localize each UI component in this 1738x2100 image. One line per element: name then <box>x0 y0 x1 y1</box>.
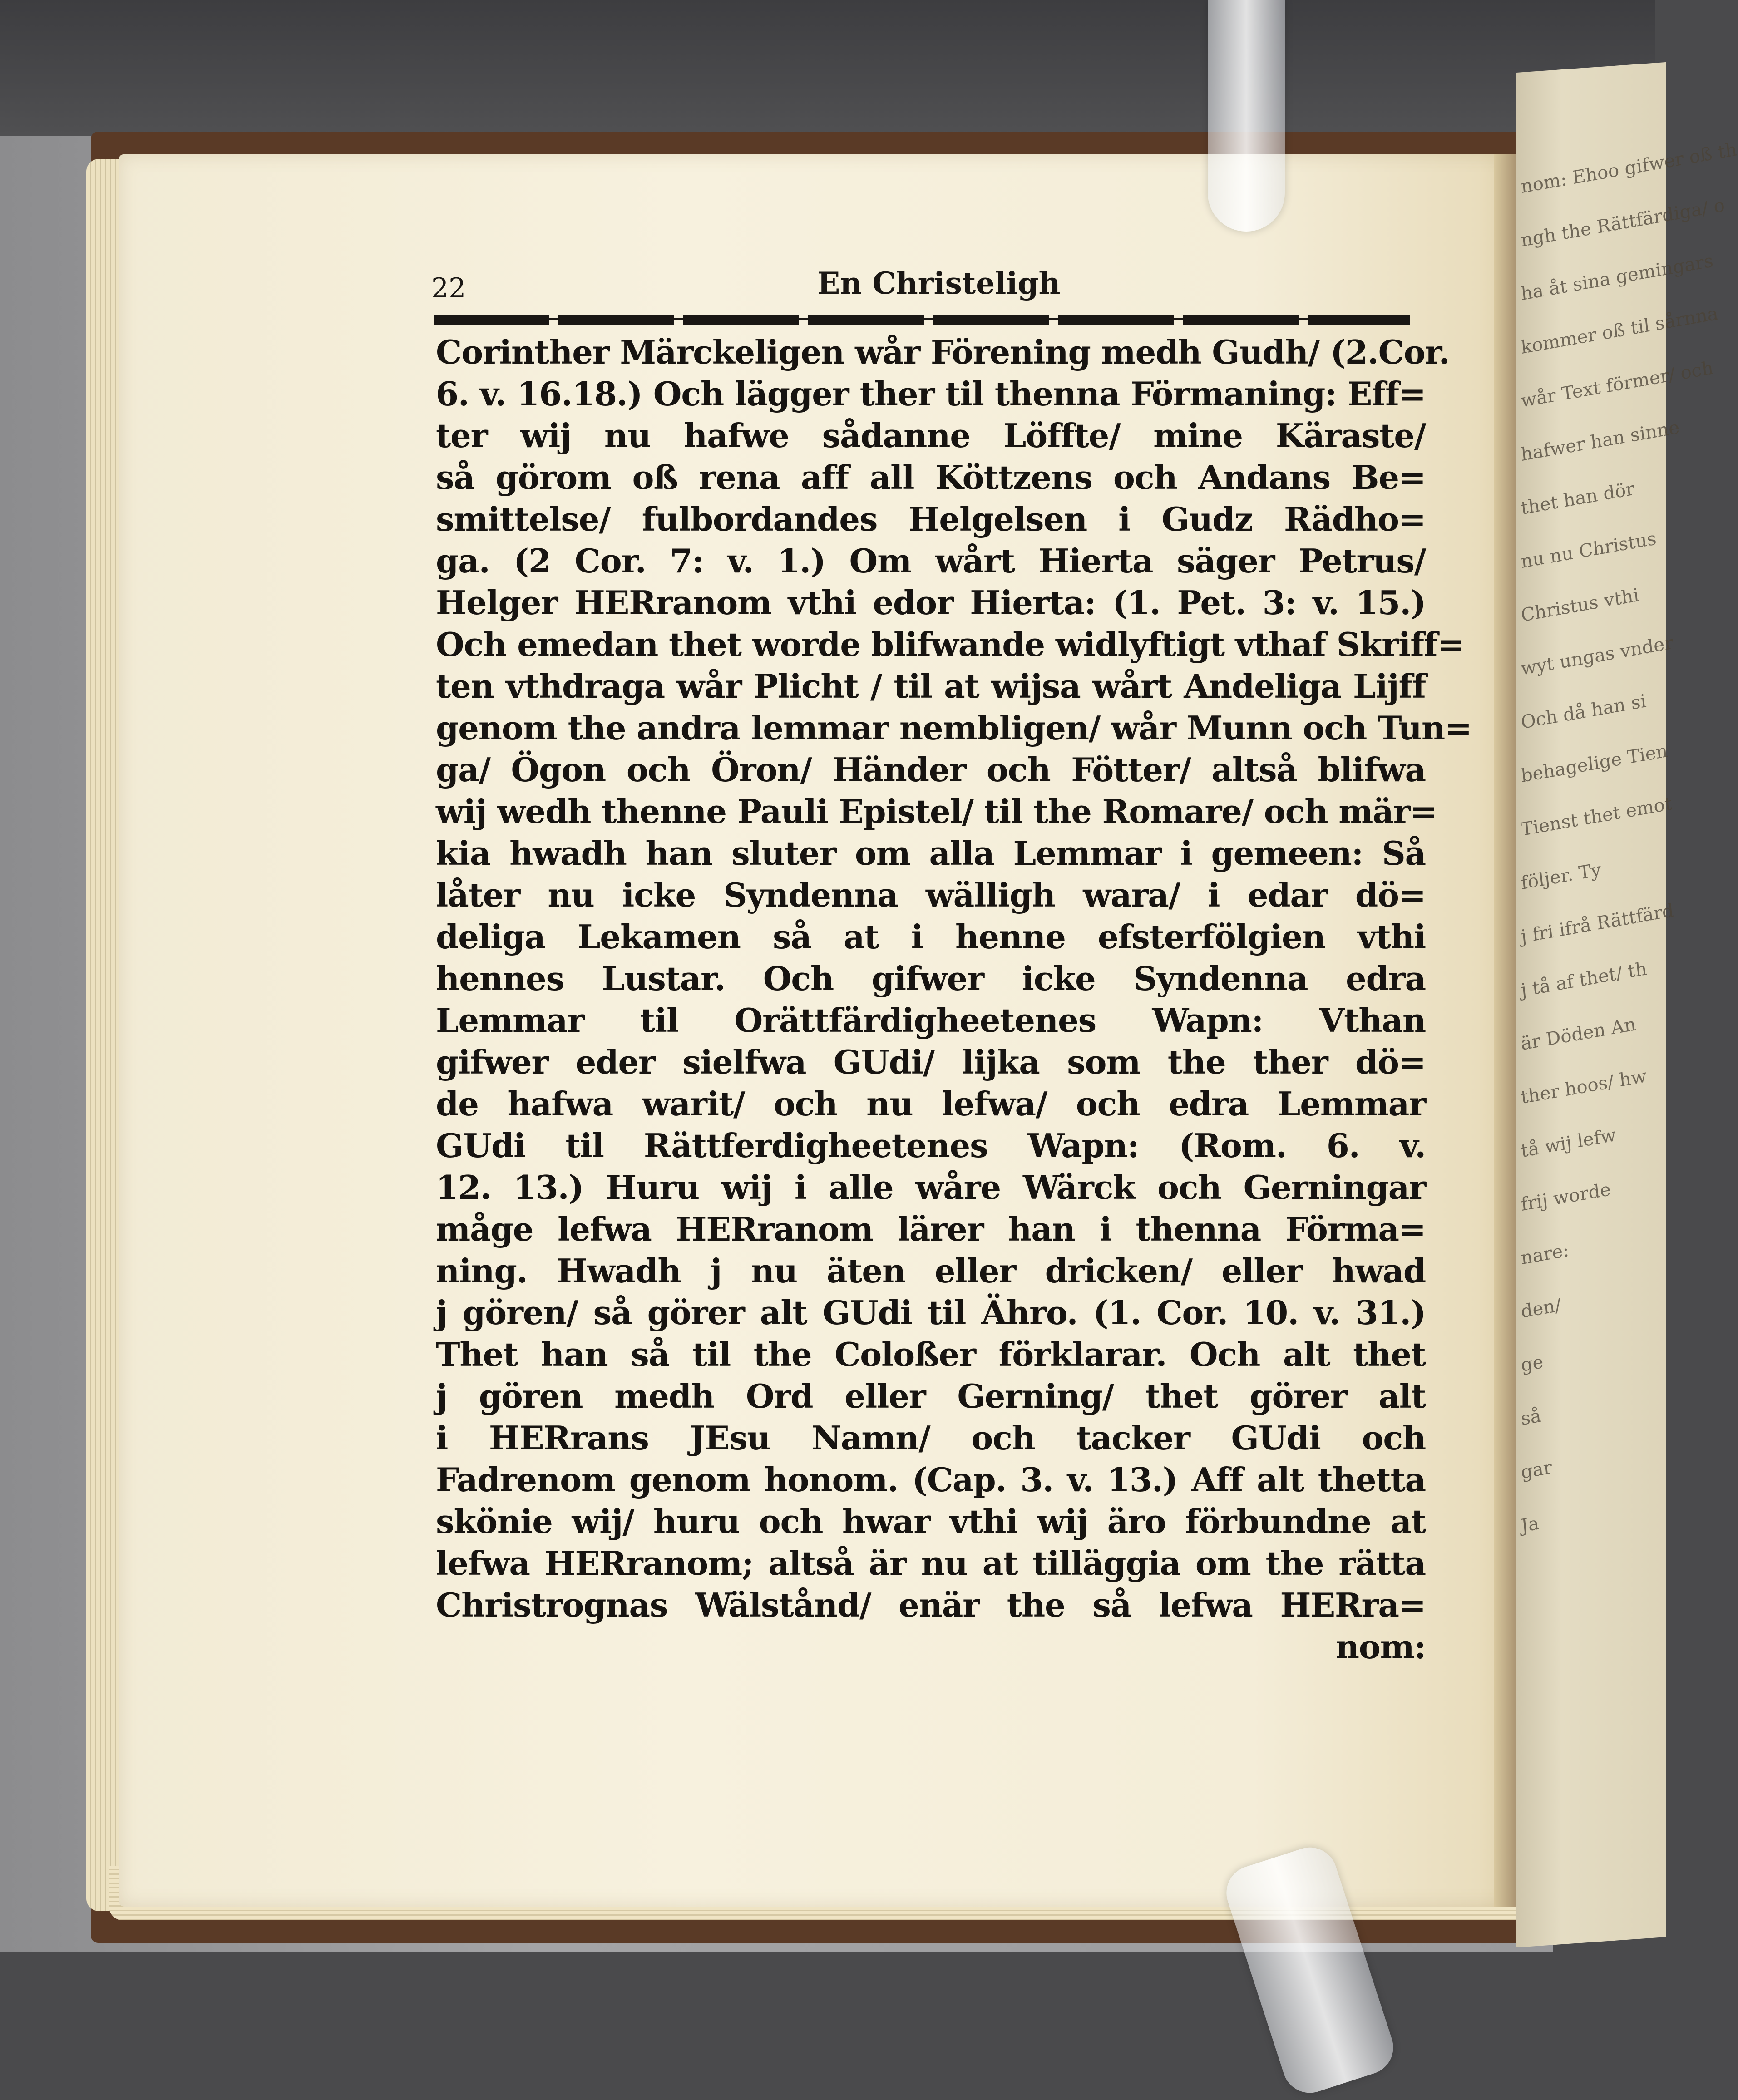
facing-page-line: behagelige Tien <box>1520 740 1669 787</box>
text-line: deliga Lekamen så at i henne efsterfölgien vthi <box>436 917 1426 956</box>
facing-page-line: Och då han si <box>1520 690 1648 734</box>
text-line: genom the andra lemmar nembligen/ wår Munn och Tun= <box>436 709 1472 747</box>
text-line: skönie wij/ huru och hwar vthi wij äro förbundne at <box>436 1502 1426 1541</box>
text-line: j gören medh Ord eller Gerning/ thet görer alt <box>436 1377 1426 1415</box>
text-line: de hafwa warit/ och nu lefwa/ och edra Lemmar <box>436 1085 1426 1123</box>
facing-page-line: Tienst thet emot <box>1520 793 1673 841</box>
facing-page-line: följer. Ty <box>1520 859 1602 894</box>
text-line: 6. v. 16.18.) Och lägger ther til thenna Förmaning: Eff= <box>436 375 1426 413</box>
facing-page-line: j tå af thet/ th <box>1520 958 1648 1001</box>
facing-page-line: ge <box>1520 1351 1545 1376</box>
page-number: 22 <box>431 272 466 304</box>
facing-page-line: kommer oß til sårnna <box>1520 303 1719 359</box>
facing-page-line: frij worde <box>1520 1179 1612 1216</box>
text-line: j gören/ så görer alt GUdi til Ähro. (1. Cor. 10. v. 31.) <box>436 1293 1426 1332</box>
glass-clip-top <box>1208 0 1285 232</box>
facing-page-line: är Döden An <box>1520 1014 1637 1055</box>
text-line: lefwa HERranom; altså är nu at tilläggia om the rätta <box>436 1544 1426 1582</box>
facing-page-line: nom: Ehoo gifwer oß th <box>1520 139 1738 198</box>
facing-page-line: nu nu Christus <box>1520 528 1658 573</box>
text-line: Fadrenom genom honom. (Cap. 3. v. 13.) Aff alt thetta <box>436 1460 1426 1499</box>
text-line: GUdi til Rättferdigheetenes Wapn: (Rom. 6. v. <box>436 1126 1426 1165</box>
text-line: låter nu icke Syndenna wälligh wara/ i edar dö= <box>436 876 1426 914</box>
text-line: Och emedan thet worde blifwande widlyftigt vthaf Skriff= <box>436 625 1464 664</box>
facing-page-line: j fri ifrå Rättfärd <box>1520 900 1675 948</box>
text-line: nom: <box>1335 1627 1426 1666</box>
background-top <box>0 0 1655 136</box>
text-line: Corinther Märckeligen wår Förening medh Gudh/ (2.Cor. <box>436 333 1450 371</box>
text-line: kia hwadh han sluter om alla Lemmar i gemeen: Så <box>436 834 1426 873</box>
text-line: ning. Hwadh j nu äten eller dricken/ eller hwad <box>436 1252 1426 1290</box>
text-line: hennes Lustar. Och gifwer icke Syndenna edra <box>436 959 1426 998</box>
facing-page-line: ther hoos/ hw <box>1520 1065 1648 1109</box>
text-line: wij wedh thenne Pauli Epistel/ til the Romare/ och mär= <box>436 792 1437 831</box>
facing-page-line: gar <box>1520 1457 1553 1484</box>
body-text <box>436 331 1472 1668</box>
facing-page-line: ha åt sina gemingars <box>1520 250 1714 305</box>
text-line: ten vthdraga wår Plicht / til at wijsa wårt Andeliga Lijff <box>436 667 1426 705</box>
facing-page-line: så <box>1520 1405 1542 1430</box>
facing-page-line: Ja <box>1520 1513 1540 1537</box>
text-line: måge lefwa HERranom lärer han i thenna Förma= <box>436 1210 1426 1248</box>
facing-page <box>1516 62 1738 1947</box>
facing-page-line: wyt ungas vnder <box>1520 632 1674 680</box>
text-line: ga/ Ögon och Öron/ Händer och Fötter/ altså blifwa <box>436 750 1426 789</box>
text-line: ga. (2 Cor. 7: v. 1.) Om wårt Hierta säger Petrus/ <box>436 542 1426 580</box>
text-line: så görom oß rena aff all Köttzens och Andans Be= <box>436 458 1426 497</box>
text-line: smittelse/ fulbordandes Helgelsen i Gudz Rädho= <box>436 500 1426 538</box>
text-line: 12. 13.) Huru wij i alle wåre Wärck och Gerningar <box>436 1168 1426 1207</box>
facing-page-line: Christus vthi <box>1520 585 1640 626</box>
facing-page-line: nare: <box>1520 1240 1570 1269</box>
text-line: Thet han så til the Coloßer förklarar. Och alt thet <box>436 1335 1426 1374</box>
text-line: gifwer eder sielfwa GUdi/ lijka som the ther dö= <box>436 1043 1426 1081</box>
text-line: Lemmar til Orättfärdigheetenes Wapn: Vthan <box>436 1001 1426 1040</box>
text-line: i HERrans JEsu Namn/ och tacker GUdi och <box>436 1419 1426 1457</box>
facing-page-line: thet han dör <box>1520 478 1636 519</box>
running-head: En Christeligh <box>817 266 1061 301</box>
header-rule <box>434 315 1410 325</box>
facing-page-line: den/ <box>1520 1295 1562 1323</box>
text-line: ter wij nu hafwe sådanne Löffte/ mine Käraste/ <box>436 416 1426 455</box>
facing-page-line: ngh the Rättfärdiga/ o <box>1520 195 1726 251</box>
text-line: Christrognas Wälstånd/ enär the så lefwa HERra= <box>436 1586 1426 1624</box>
text-line: Helger HERranom vthi edor Hierta: (1. Pet. 3: v. 15.) <box>436 583 1426 622</box>
facing-page-line: tå wij lefw <box>1520 1124 1617 1162</box>
facing-page-line: hafwer han sinne <box>1520 417 1681 466</box>
facing-page-line: wår Text förmer/ och <box>1520 357 1714 412</box>
